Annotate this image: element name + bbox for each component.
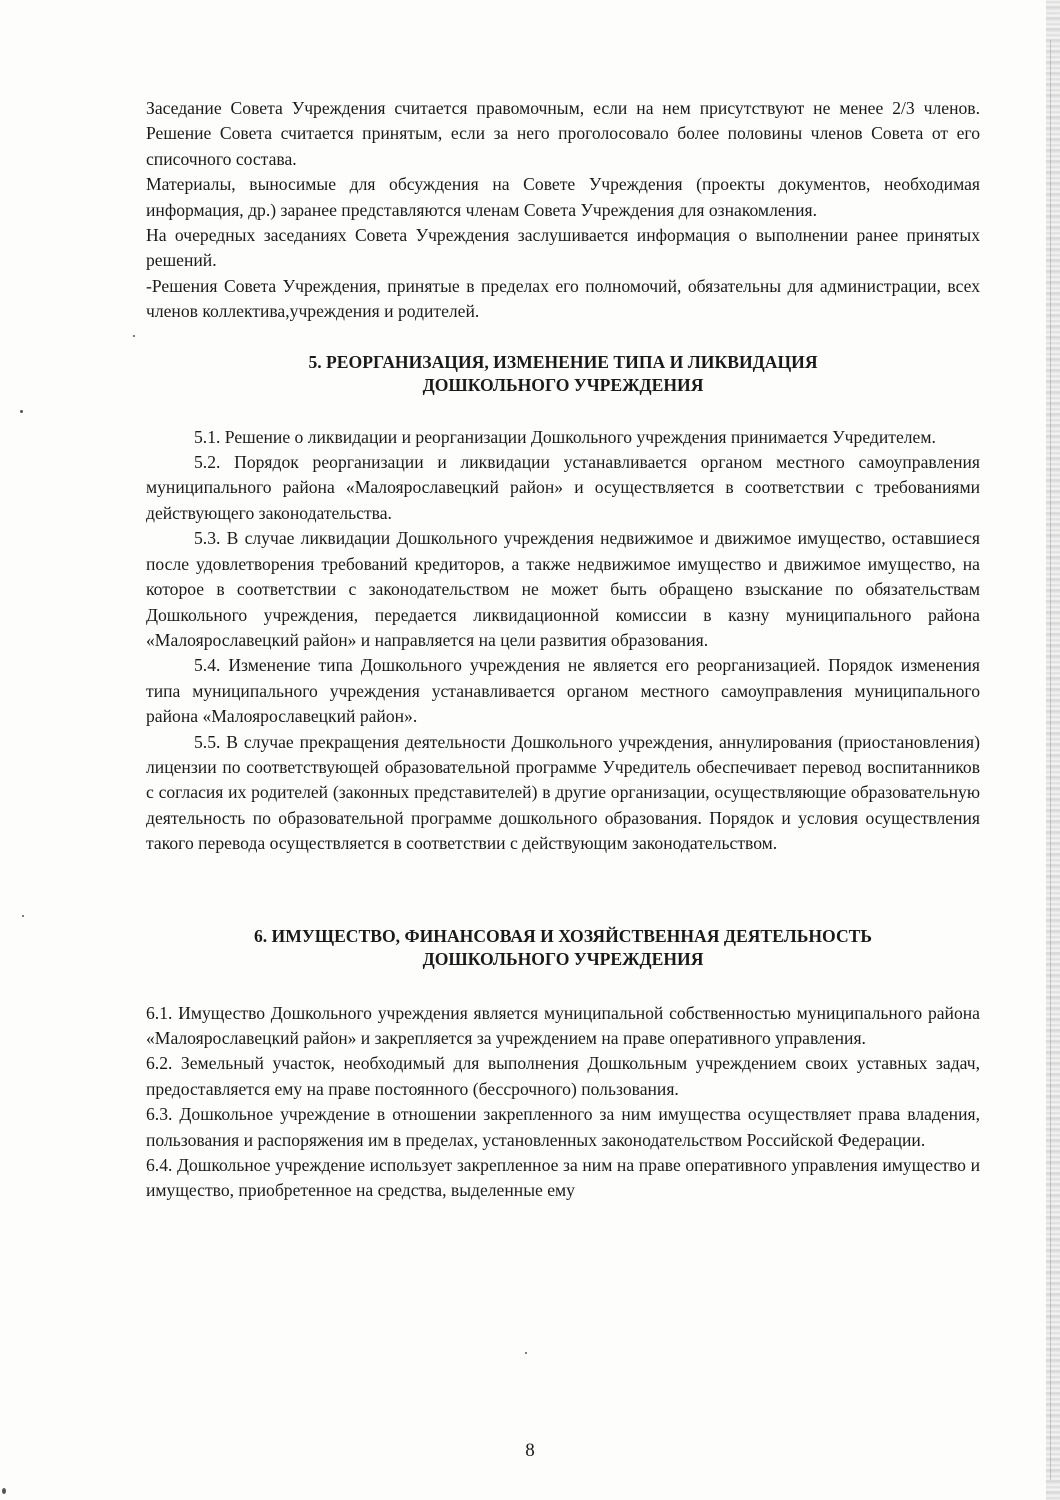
intro-paragraph: Материалы, выносимые для обсуждения на Совете Учреждения (проекты документов, необходимая информация, др.) заранее представляются членам Совета Учреждения для ознакомления. <box>146 174 980 220</box>
scan-speck <box>22 915 24 917</box>
intro-paragraph: На очередных заседаниях Совета Учреждения заслушивается информация о выполнении ранее принятых решений. <box>146 225 980 271</box>
clause-5-1: 5.1. Решение о ликвидации и реорганизации Дошкольного учреждения принимается Учредителем. <box>194 426 936 447</box>
section-6-heading-line-1: 6. ИМУЩЕСТВО, ФИНАНСОВАЯ И ХОЗЯЙСТВЕННАЯ ДЕЯТЕЛЬНОСТЬ <box>253 925 873 946</box>
page-number: 8 <box>525 1440 535 1461</box>
clause-6-4: 6.4. Дошкольное учреждение использует закрепленное за ним на праве оперативного управления имущество и имущество, приобретенное на средства, выделенные ему <box>146 1155 980 1201</box>
scan-edge <box>1046 0 1060 1500</box>
clause-5-3: 5.3. В случае ликвидации Дошкольного учреждения недвижимое и движимое имущество, оставшиеся после удовлетворения требований кредиторов, а также недвижимое имущество и движимое имущество, на которое в соответствии с законодательством не может быть обращено взыскание по обязательствам Дошкольного учреждения, передается ликвидационной комиссии в казну муниципального района «Малоярославецкий район» и направляется на цели развития образования. <box>146 528 980 650</box>
intro-paragraph: -Решения Совета Учреждения, принятые в пределах его полномочий, обязательны для администрации, всех членов коллектива,учреждения и родителей. <box>146 275 980 322</box>
scan-speck <box>133 335 135 337</box>
intro-paragraph: Заседание Совета Учреждения считается правомочным, если на нем присутствуют не менее 2/3 членов. Решение Совета считается принятым, если за него проголосовало более половины членов Совета от его списочного состава. <box>146 98 980 169</box>
section-6-heading <box>146 925 980 971</box>
document-body <box>146 96 980 1204</box>
scan-speck <box>525 1352 527 1354</box>
section-5-heading-line-2: ДОШКОЛЬНОГО УЧРЕЖДЕНИЯ <box>422 374 704 395</box>
clause-5-4: 5.4. Изменение типа Дошкольного учреждения не является его реорганизацией. Порядок изменения типа муниципального учреждения устанавливается органом местного самоуправления муниципального района «Малоярославецкий район». <box>146 655 980 727</box>
scan-speck <box>2 1488 6 1494</box>
scan-speck <box>20 410 23 413</box>
clause-5-5: 5.5. В случае прекращения деятельности Дошкольного учреждения, аннулирования (приостановления) лицензии по соответствующей образовательной программе Учредитель обеспечивает перевод воспитанников с согласия их родителей (законных представителей) в другие организации, осуществляющие образовательную деятельность по образовательной программе дошкольного образования. Порядок и условия осуществления такого перевода осуществляется в соответствии с действующим законодательством. <box>146 731 980 854</box>
section-5-heading <box>146 351 980 397</box>
clause-6-3: 6.3. Дошкольное учреждение в отношении закрепленного за ним имущества осуществляет права владения, пользования и распоряжения им в пределах, установленных законодательством Российской Федерации. <box>146 1104 980 1150</box>
clause-6-2: 6.2. Земельный участок, необходимый для выполнения Дошкольным учреждением своих уставных задач, предоставляется ему на праве постоянного (бессрочного) пользования. <box>146 1053 980 1099</box>
section-6-heading-line-2: ДОШКОЛЬНОГО УЧРЕЖДЕНИЯ <box>422 948 704 969</box>
clause-6-1: 6.1. Имущество Дошкольного учреждения является муниципальной собственностью муниципального района «Малоярославецкий район» и закрепляется за учреждением на праве оперативного управления. <box>146 1002 980 1048</box>
scan-edge-line <box>1050 40 1051 1480</box>
clause-5-2: 5.2. Порядок реорганизации и ликвидации устанавливается органом местного самоуправления муниципального района «Малоярославецкий район» и осуществляется в соответствии с требованиями действующего законодательства. <box>146 452 980 523</box>
section-5-heading-line-1: 5. РЕОРГАНИЗАЦИЯ, ИЗМЕНЕНИЕ ТИПА И ЛИКВИДАЦИЯ <box>308 351 818 372</box>
